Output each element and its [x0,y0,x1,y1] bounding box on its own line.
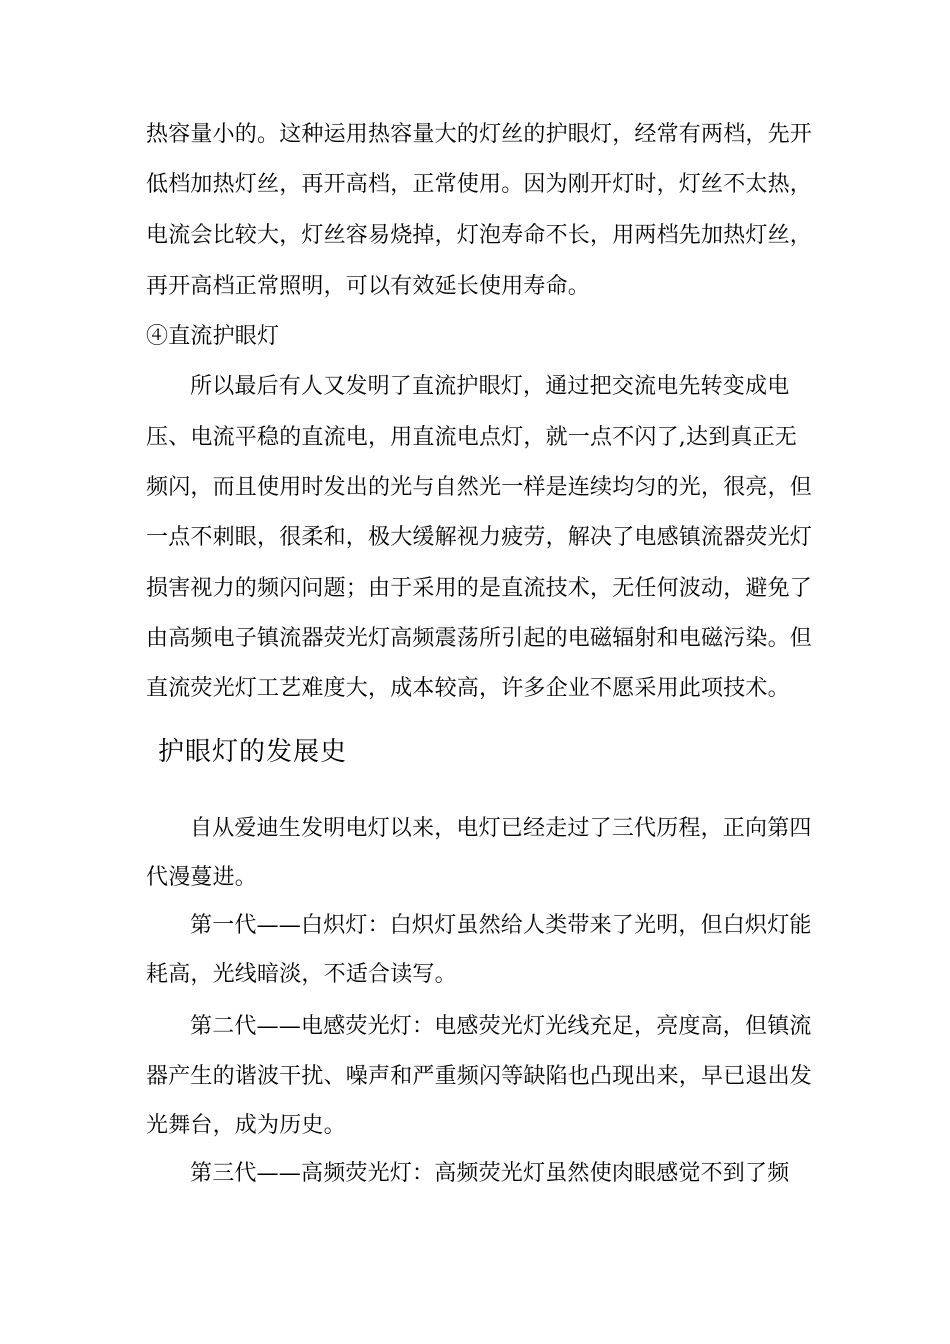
text-line: 由高频电子镇流器荧光灯高频震荡所引起的电磁辐射和电磁污染。但 [146,626,813,651]
text-line: 器产生的谐波干扰、噪声和严重频闪等缺陷也凸现出来，早已退出发 [146,1064,813,1089]
text-line: 损害视力的频闪问题；由于采用的是直流技术，无任何波动，避免了 [146,576,813,601]
subsection-title: ④直流护眼灯 [146,324,280,349]
text-line: 频闪，而且使用时发出的光与自然光一样是连续均匀的光，很亮，但 [146,475,813,500]
text-line: 第二代——电感荧光灯：电感荧光灯光线充足，亮度高，但镇流 [190,1014,812,1039]
text-line: 光舞台，成为历史。 [146,1113,346,1138]
text-line: 热容量小的。这种运用热容量大的灯丝的护眼灯，经常有两档，先开 [146,122,813,147]
text-line: 一点不刺眼，很柔和，极大缓解视力疲劳，解决了电感镇流器荧光灯 [146,525,813,550]
text-line: 再开高档正常照明，可以有效延长使用寿命。 [146,274,591,299]
text-line: 第一代——白炽灯：白炽灯虽然给人类带来了光明，但白炽灯能 [190,913,812,938]
text-line: 第三代——高频荧光灯：高频荧光灯虽然使肉眼感觉不到了频 [190,1161,790,1186]
text-line: 代漫蔓进。 [146,865,258,890]
text-line: 压、电流平稳的直流电，用直流电点灯，就一点不闪了,达到真正无 [146,425,797,450]
text-line: 直流荧光灯工艺难度大，成本较高，许多企业不愿采用此项技术。 [146,676,790,701]
text-line: 电流会比较大，灯丝容易烧掉，灯泡寿命不长，用两档先加热灯丝， [146,223,813,248]
section-heading: 护眼灯的发展史 [158,737,348,767]
text-line: 耗高，光线暗淡，不适合读写。 [146,962,457,987]
text-line: 所以最后有人又发明了直流护眼灯，通过把交流电先转变成电 [190,374,790,399]
text-line: 自从爱迪生发明电灯以来，电灯已经走过了三代历程，正向第四 [190,816,812,841]
text-line: 低档加热灯丝，再开高档，正常使用。因为刚开灯时，灯丝不太热， [146,172,813,197]
